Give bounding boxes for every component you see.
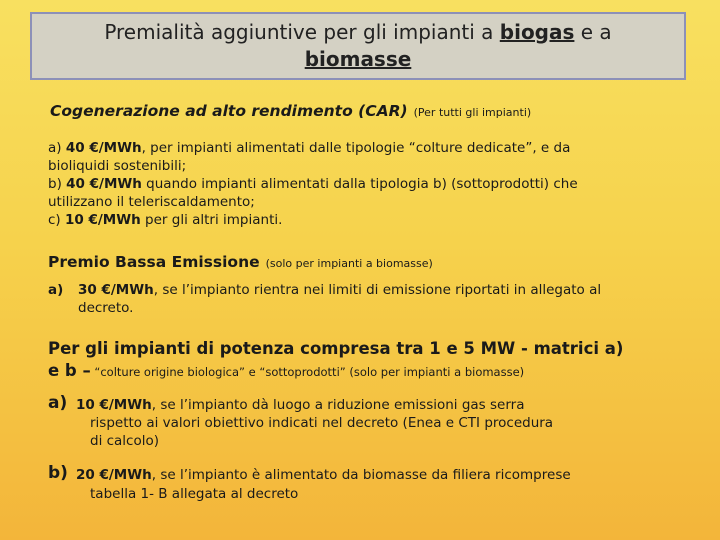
pbe-item-a-text: , se l’impianto rientra nei limiti di emissione riportati in allegato al [153,282,602,298]
pbe-item-a-body [78,281,601,299]
pbe-item-a-label: a) [48,282,64,298]
power-heading-line-2 [48,361,524,380]
car-heading-text: Cogenerazione ad alto rendimento (CAR) [50,102,408,120]
pbe-item-a-text-cont: decreto. [78,300,134,316]
title-text-end: e a [574,20,612,44]
car-item-a-value: 40 €/MWh [65,140,142,156]
power-item-a [48,393,688,452]
power-item-a-text: , se l’impianto dà luogo a riduzione emissioni gas serra [151,397,525,413]
power-item-a-value: 10 €/MWh [76,397,152,413]
title-box [30,12,686,80]
power-item-a-label: a) [48,393,68,413]
car-item-a-text-cont: bioliquidi sostenibili; [48,158,187,174]
power-item-b-value: 20 €/MWh [76,467,152,483]
car-item-a-label: a) [48,140,62,156]
power-item-b-text: , se l’impianto è alimentato da biomasse da filiera ricomprese [151,467,571,483]
power-item-a-text-cont: rispetto ai valori obiettivo indicati nel decreto (Enea e CTI procedura [90,415,554,431]
car-item-b-text: quando impianti alimentati dalla tipologia b) (sottoprodotti) che [141,176,578,192]
car-item-b-text-cont: utilizzano il teleriscaldamento; [48,194,255,210]
power-item-b [48,463,688,504]
title-text: Premialità aggiuntive per gli impianti a [104,20,500,44]
car-item-b-label: b) [48,176,62,192]
pbe-heading-note: (solo per impianti a biomasse) [265,257,433,270]
power-item-a-body [76,396,524,414]
car-item-c-value: 10 €/MWh [65,212,141,228]
power-heading-line-1: Per gli impianti di potenza compresa tra 1 e 5 MW - matrici a) [48,339,624,358]
power-item-b-label: b) [48,463,68,483]
car-list [48,139,688,229]
car-item-b [48,175,688,193]
pbe-item-a-value: 30 €/MWh [78,282,154,298]
car-heading [50,102,531,120]
car-item-c-text: per gli altri impianti. [140,212,283,228]
car-heading-note: (Per tutti gli impianti) [413,106,532,119]
car-item-c-label: c) [48,212,61,228]
power-item-a-text-cont-2: di calcolo) [90,433,160,449]
title-line-1 [32,19,684,46]
car-item-c [48,211,688,229]
pbe-heading-text: Premio Bassa Emissione [48,253,260,271]
title-underlined-word: biogas [499,20,575,44]
pbe-item-a [48,281,688,321]
car-item-a [48,139,688,157]
car-item-a-text: , per impianti alimentati dalle tipologie “colture dedicate”, e da [141,140,571,156]
pbe-heading [48,253,433,271]
car-item-b-value: 40 €/MWh [66,176,142,192]
power-item-b-body [76,466,571,484]
title-line-2: biomasse [304,47,412,71]
power-heading-line-2-main: e b – [48,361,91,380]
power-heading-line-2-note: “colture origine biologica” e “sottoprodotti” (solo per impianti a biomasse) [90,365,525,379]
power-item-b-text-cont: tabella 1- B allegata al decreto [90,486,299,502]
